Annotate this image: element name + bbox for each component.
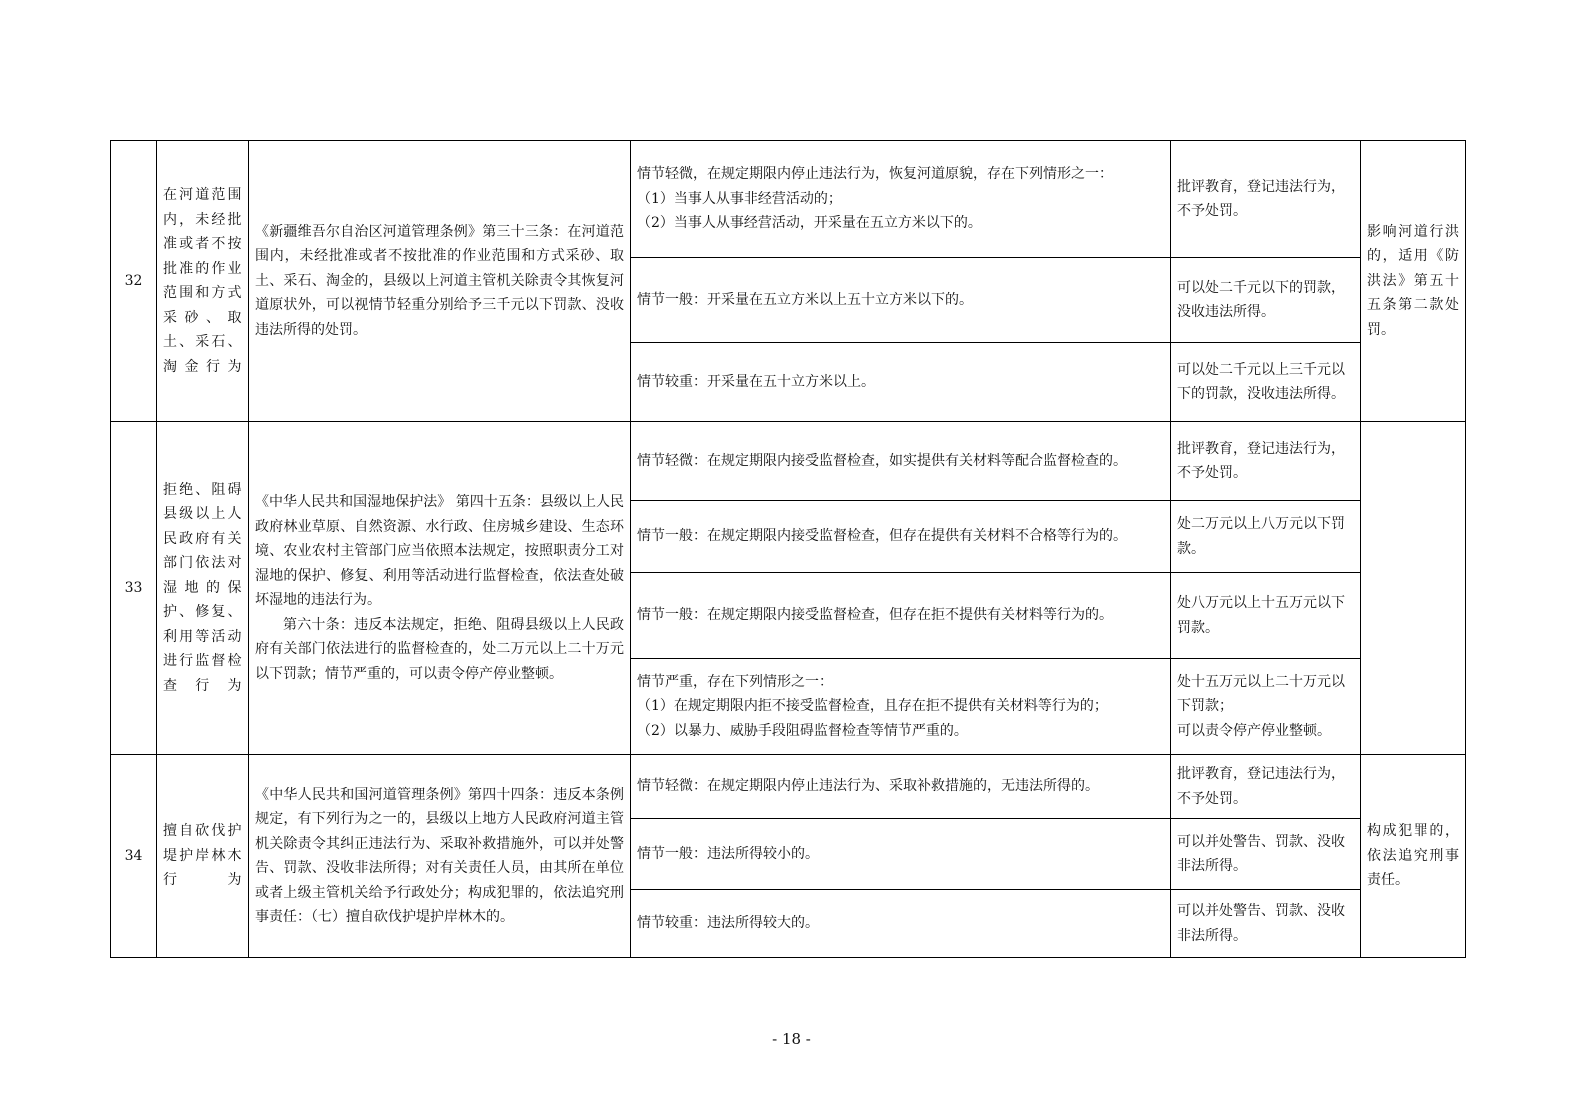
legal-basis-paragraph: 第六十条：违反本法规定，拒绝、阻碍县级以上人民政府有关部门依法进行的监督检查的，处二万元以上二十万元以下罚款；情节严重的，可以责令停产停业整顿。 — [255, 616, 624, 682]
penalty-standard-cell — [1171, 755, 1361, 819]
circumstance-cell — [631, 343, 1171, 422]
circumstance-line: 情节严重，存在下列情形之一： — [637, 673, 833, 690]
remark-cell — [1361, 422, 1466, 755]
circumstance-line: 情节较重：开采量在五十立方米以上。 — [637, 373, 875, 390]
item-number: 33 — [111, 422, 157, 755]
penalty-line: 批评教育，登记违法行为，不予处罚。 — [1177, 178, 1345, 219]
circumstance-cell — [631, 573, 1171, 659]
penalty-standard-cell — [1171, 501, 1361, 573]
circumstance-cell — [631, 422, 1171, 501]
penalty-line: 批评教育，登记违法行为，不予处罚。 — [1177, 766, 1345, 807]
penalty-standard-cell — [1171, 422, 1361, 501]
circumstance-line: 情节轻微：在规定期限内接受监督检查，如实提供有关材料等配合监督检查的。 — [637, 452, 1127, 469]
penalty-line: 可以处二千元以下的罚款，没收违法所得。 — [1177, 279, 1345, 320]
penalty-standard-cell — [1171, 573, 1361, 659]
circumstance-cell — [631, 755, 1171, 819]
circumstance-cell — [631, 141, 1171, 258]
violation-act: 拒绝、阻碍县级以上人民政府有关部门依法对湿地的保护、修复、利用等活动进行监督检查行为 — [157, 422, 249, 755]
penalty-line: 批评教育，登记违法行为，不予处罚。 — [1177, 440, 1345, 481]
table-row — [111, 141, 1466, 258]
circumstance-line: （1）在规定期限内拒不接受监督检查，且存在拒不提供有关材料等行为的； — [637, 698, 1108, 715]
penalty-standard-cell — [1171, 141, 1361, 258]
penalty-standard-table — [110, 140, 1466, 958]
legal-basis-paragraph: 《中华人民共和国湿地保护法》 第四十五条：县级以上人民政府林业草原、自然资源、水行政、住房城乡建设、生态环境、农业农村主管部门应当依照本法规定，按照职责分工对湿地的保护、修复、利用等活动进行监督检查，依法查处破坏湿地的违法行为。 — [255, 494, 624, 608]
page-number: - 18 - — [772, 1030, 811, 1048]
penalty-line: 可以责令停产停业整顿。 — [1177, 722, 1331, 739]
penalty-line: 可以并处警告、罚款、没收非法所得。 — [1177, 833, 1345, 874]
item-number: 34 — [111, 755, 157, 958]
penalty-line: 处二万元以上八万元以下罚款。 — [1177, 516, 1345, 557]
remark-cell: 影响河道行洪的，适用《防洪法》第五十五条第二款处罚。 — [1361, 141, 1466, 422]
penalty-standard-cell — [1171, 343, 1361, 422]
item-number: 32 — [111, 141, 157, 422]
legal-basis — [249, 141, 631, 422]
circumstance-line: 情节轻微：在规定期限内停止违法行为、采取补救措施的，无违法所得的。 — [637, 778, 1099, 795]
penalty-standard-cell — [1171, 819, 1361, 890]
penalty-line: 可以并处警告、罚款、没收非法所得。 — [1177, 903, 1345, 944]
circumstance-line: （2）当事人从事经营活动，开采量在五立方米以下的。 — [637, 215, 982, 232]
legal-basis-paragraph: 《新疆维吾尔自治区河道管理条例》第三十三条：在河道范围内，未经批准或者不按批准的作业范围和方式采砂、取土、采石、淘金的，县级以上河道主管机关除责令其恢复河道原状外，可以视情节轻重分别给予三千元以下罚款、没收违法所得的处罚。 — [255, 223, 624, 338]
circumstance-cell — [631, 819, 1171, 890]
remark-cell: 构成犯罪的，依法追究刑事责任。 — [1361, 755, 1466, 958]
penalty-standard-cell — [1171, 258, 1361, 343]
circumstance-line: 情节较重：违法所得较大的。 — [637, 915, 819, 932]
penalty-standard-cell — [1171, 890, 1361, 958]
table-row — [111, 755, 1466, 819]
violation-act: 在河道范围内，未经批准或者不按批准的作业范围和方式采砂、取土、采石、淘金行为 — [157, 141, 249, 422]
circumstance-cell — [631, 258, 1171, 343]
circumstance-line: 情节一般：开采量在五立方米以上五十立方米以下的。 — [637, 291, 973, 308]
circumstance-cell — [631, 890, 1171, 958]
circumstance-cell — [631, 501, 1171, 573]
legal-basis — [249, 422, 631, 755]
circumstance-line: 情节一般：在规定期限内接受监督检查，但存在提供有关材料不合格等行为的。 — [637, 528, 1127, 545]
penalty-standard-cell — [1171, 659, 1361, 755]
penalty-line: 可以处二千元以上三千元以下的罚款，没收违法所得。 — [1177, 361, 1345, 402]
legal-basis-paragraph: 《中华人民共和国河道管理条例》第四十四条：违反本条例规定，有下列行为之一的，县级以上地方人民政府河道主管机关除责令其纠正违法行为、采取补救措施外，可以并处警告、罚款、没收非法所得；对有关责任人员，由其所在单位或者上级主管机关给予行政处分；构成犯罪的，依法追究刑事责任：（七）擅自砍伐护堤护岸林木的。 — [255, 786, 624, 925]
circumstance-line: 情节一般：违法所得较小的。 — [637, 845, 819, 862]
table-row — [111, 422, 1466, 501]
circumstance-line: （1）当事人从事非经营活动的； — [637, 190, 842, 207]
circumstance-line: （2）以暴力、威胁手段阻碍监督检查等情节严重的。 — [637, 722, 968, 739]
legal-basis — [249, 755, 631, 958]
violation-act: 擅自砍伐护堤护岸林木行为 — [157, 755, 249, 958]
penalty-line: 处八万元以上十五万元以下罚款。 — [1177, 595, 1345, 636]
penalty-line: 处十五万元以上二十万元以下罚款； — [1177, 673, 1345, 715]
circumstance-line: 情节一般：在规定期限内接受监督检查，但存在拒不提供有关材料等行为的。 — [637, 607, 1113, 624]
circumstance-cell — [631, 659, 1171, 755]
circumstance-line: 情节轻微，在规定期限内停止违法行为，恢复河道原貌，存在下列情形之一： — [637, 166, 1113, 183]
